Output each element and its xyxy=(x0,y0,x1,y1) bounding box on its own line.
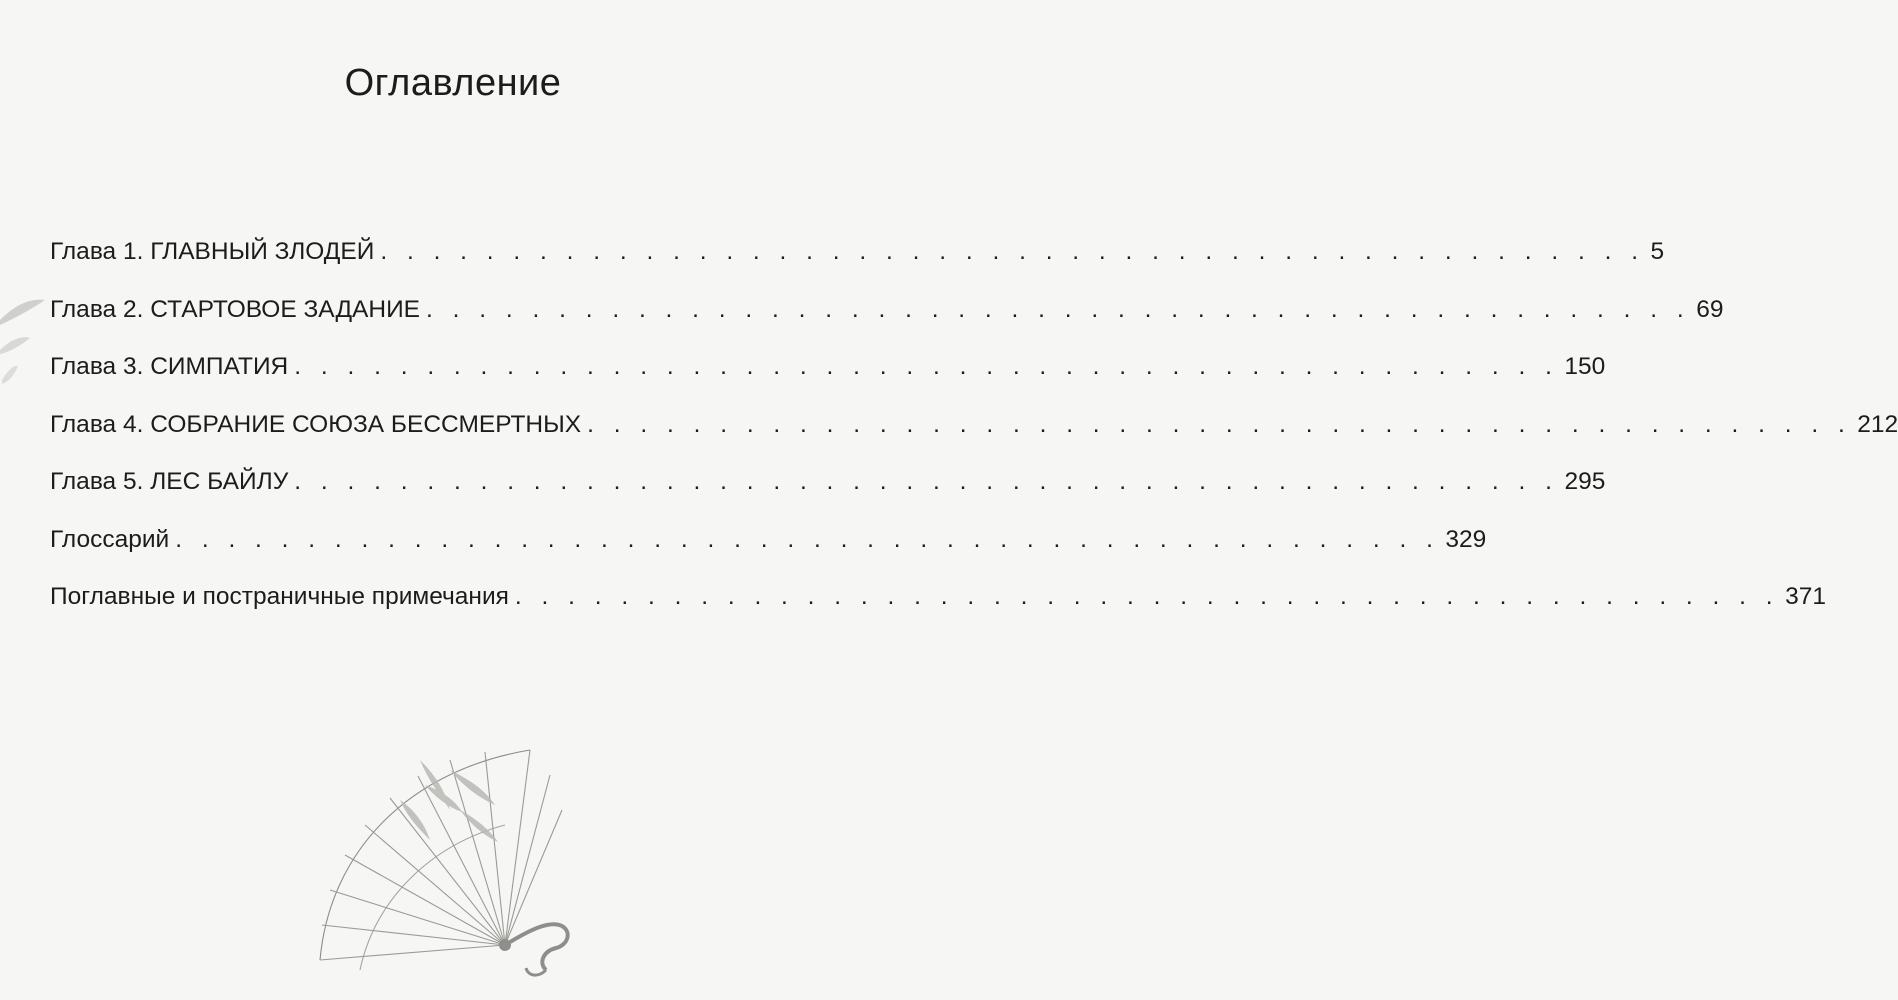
toc-entry-label: Глава 4. СОБРАНИЕ СОЮЗА БЕССМЕРТНЫХ xyxy=(50,410,582,438)
toc-entry-label: Глава 3. СИМПАТИЯ xyxy=(50,353,289,380)
toc-entry-page: 329 xyxy=(1445,525,1487,553)
toc-leader-dots: . . . . . . . . . . . . . . . . . . . . . . . . . . . . . . . . . . . . . . . . . . . . . . . . xyxy=(426,295,1691,323)
toc-entry-page: 150 xyxy=(1564,353,1606,380)
bamboo-leaf-decoration xyxy=(0,280,50,410)
toc-entry-page: 295 xyxy=(1564,468,1606,495)
toc-entry-label: Глава 2. СТАРТОВОЕ ЗАДАНИЕ xyxy=(50,295,421,323)
toc-leader-dots: . . . . . . . . . . . . . . . . . . . . . . . . . . . . . . . . . . . . . . . . . . . . . . . . xyxy=(294,468,1559,495)
toc-leader-dots: . . . . . . . . . . . . . . . . . . . . . . . . . . . . . . . . . . . . . . . . . . . . . . . . xyxy=(380,238,1645,265)
page-title: Оглавление xyxy=(344,62,562,104)
toc-entry xyxy=(50,295,1724,354)
toc-entry-label: Глава 5. ЛЕС БАЙЛУ xyxy=(50,468,289,495)
toc-entry xyxy=(50,583,1826,641)
folding-fan-illustration xyxy=(300,730,620,1000)
toc-entry-page: 5 xyxy=(1650,238,1665,265)
toc-entry xyxy=(50,238,1665,296)
toc-entry xyxy=(50,468,1606,526)
toc-entry-page: 69 xyxy=(1696,295,1724,323)
table-of-contents xyxy=(50,238,1898,641)
toc-entry-label: Глоссарий xyxy=(50,525,170,553)
toc-leader-dots: . . . . . . . . . . . . . . . . . . . . . . . . . . . . . . . . . . . . . . . . . . . . . . . . xyxy=(514,583,1780,610)
toc-entry-page: 371 xyxy=(1785,583,1826,610)
toc-entry-page: 212 xyxy=(1857,410,1898,438)
toc-entry xyxy=(50,353,1606,411)
toc-leader-dots: . . . . . . . . . . . . . . . . . . . . . . . . . . . . . . . . . . . . . . . . . . . . . . . . xyxy=(175,525,1440,553)
toc-entry xyxy=(50,525,1487,584)
toc-entry-label: Поглавные и постраничные примечания xyxy=(50,583,509,610)
toc-entry-label: Глава 1. ГЛАВНЫЙ ЗЛОДЕЙ xyxy=(50,238,375,265)
toc-leader-dots: . . . . . . . . . . . . . . . . . . . . . . . . . . . . . . . . . . . . . . . . . . . . . . . . xyxy=(294,353,1559,380)
toc-entry xyxy=(50,410,1898,469)
toc-leader-dots: . . . . . . . . . . . . . . . . . . . . . . . . . . . . . . . . . . . . . . . . . . . . . . . . xyxy=(587,410,1852,438)
